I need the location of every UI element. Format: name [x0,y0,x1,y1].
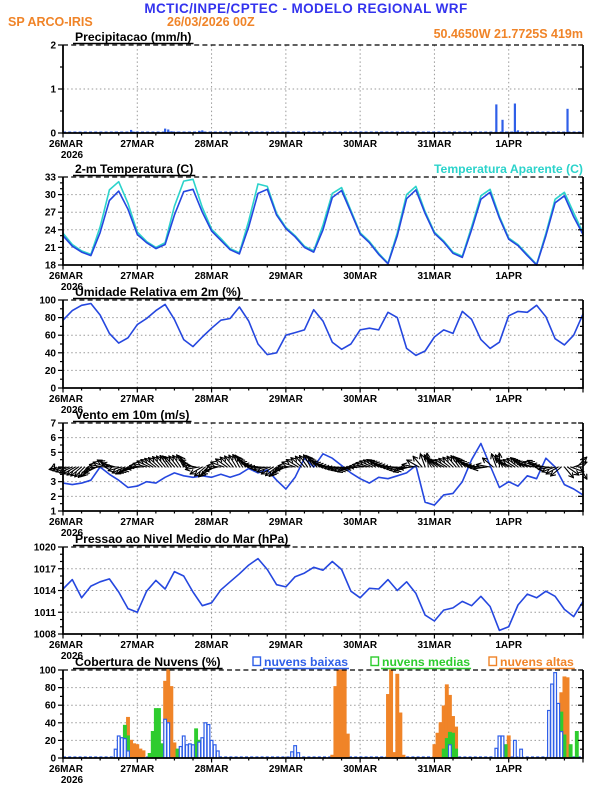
x-tick-label: 30MAR [343,640,378,651]
cloud-bar [449,745,452,758]
x-tick-label: 29MAR [268,271,303,282]
x-tick-label: 27MAR [120,764,155,775]
y-ticks [58,177,583,265]
cloud-bar [569,745,572,758]
series-line-2-m-temperatura-c- [63,189,583,265]
cloud-bar [189,744,192,758]
panel-temperature-2m [45,162,583,293]
x-tick-label: 29MAR [268,139,303,150]
y-tick-label: 1008 [33,629,56,641]
cloud-bar [198,742,201,758]
grid-mean-sea-level-pressure [63,547,583,634]
x-tick-label: 29MAR [268,640,303,651]
series-line-temperatura-aparente-c- [63,179,583,264]
y-tick-label: 33 [44,172,56,184]
legend-swatch-nuvens-medias [371,657,379,666]
x-tick-label: 28MAR [194,640,229,651]
panel-cloud-cover [39,655,583,786]
panel-title: Pressao ao Nivel Medio do Mar (hPa) [75,532,289,546]
x-tick-label: 29MAR [268,764,303,775]
cloud-bar [498,736,501,758]
precipitation-bar [501,120,503,133]
cloud-bar [120,738,123,758]
y-tick-label: 30 [44,190,56,202]
y-tick-label: 1020 [33,542,56,554]
y-tick-label: 1017 [33,564,56,576]
cloud-bar [142,751,145,758]
cloud-bar [167,723,170,758]
location-coordinates-label: 50.4650W 21.7725S 419m [433,27,583,41]
x-tick-label: 1APR [495,394,523,405]
cloud-bar [560,732,563,758]
cloud-bar [201,738,204,758]
y-tick-label: 60 [44,700,56,712]
x-tick-label: 27MAR [120,517,155,528]
y-tick-label: 5 [50,447,56,459]
cloud-bar [179,747,182,758]
cloud-bar [127,751,130,758]
cloud-bar [566,678,569,758]
cloud-bar [334,687,337,758]
y-tick-label: 1 [50,84,56,96]
y-tick-label: 60 [44,330,56,342]
y-tick-label: 2 [50,491,56,503]
cloud-bar [445,739,448,758]
legend-swatch-nuvens-altas [489,657,497,666]
y-tick-label: 0 [50,753,56,765]
panel-title: Umidade Relativa em 2m (%) [75,285,241,299]
cloud-bar [117,736,120,758]
panel-title: 2-m Temperatura (C) [75,162,194,176]
y-tick-label: 80 [44,683,56,695]
cloud-bar [216,751,219,758]
x-axis-year-label: 2026 [60,405,84,416]
cloud-bar [151,732,154,758]
x-axis-year-label: 2026 [60,528,84,539]
legend-label: nuvens medias [382,655,471,669]
cloud-bar [520,749,523,758]
cloud-bar [207,725,210,758]
cloud-bar [575,732,578,758]
wind-direction-arrows [49,453,587,479]
cloud-bar [436,733,439,758]
cloud-bar [337,670,340,758]
y-tick-label: 20 [44,365,56,377]
cloud-bar [158,709,161,758]
cloud-bar [213,745,216,758]
x-tick-label: 30MAR [343,764,378,775]
x-tick-label: 26MAR [49,640,83,651]
x-tick-label: 31MAR [417,271,452,282]
precipitation-bar [514,104,516,133]
x-tick-label: 26MAR [49,139,83,150]
y-tick-label: 1 [50,506,56,518]
cloud-bar [442,749,445,758]
model-title: MCTIC/INPE/CPTEC - MODELO REGIONAL WRF [144,1,468,16]
x-tick-label: 28MAR [194,139,229,150]
y-ticks [58,547,583,634]
series-line-pressao-ao-nivel-medio-do-mar-hpa- [63,559,583,631]
x-tick-label: 31MAR [417,764,452,775]
y-tick-label: 100 [39,295,56,307]
x-tick-label: 28MAR [194,271,229,282]
cloud-bar [182,736,185,758]
y-tick-label: 1014 [33,586,56,597]
cloud-bar [176,749,179,758]
x-axis-year-label: 2026 [60,775,84,786]
legend-label: nuvens baixas [264,655,348,669]
panel-wind-10m [49,408,587,539]
cloud-bar [507,736,510,758]
cloud-bar [455,749,458,758]
cloud-bar [210,740,213,758]
cloud-bar [557,703,560,758]
precipitation-bars [111,104,568,134]
cloud-bar [343,670,346,758]
y-tick-label: 27 [44,207,56,219]
x-tick-label: 27MAR [120,139,155,150]
cloud-bar [340,670,343,758]
x-tick-label: 28MAR [194,517,229,528]
y-tick-label: 0 [50,128,56,140]
grid-precipitation [63,45,583,133]
x-tick-label: 28MAR [194,394,229,405]
cloud-bar [390,670,393,758]
cloud-bar [164,719,167,758]
x-tick-label: 30MAR [343,271,378,282]
x-tick-label: 1APR [495,640,523,651]
cloud-bar [136,745,139,758]
series-line-umidade-relativa-em-2m- [63,304,583,356]
x-tick-label: 1APR [495,764,523,775]
x-axis-year-label: 2026 [60,282,84,293]
grid-temperature-2m [63,177,583,265]
panel-relative-humidity-2m [39,285,583,416]
x-tick-label: 29MAR [268,394,303,405]
cloud-bar [114,749,117,758]
x-tick-label: 30MAR [343,517,378,528]
x-axis-year-label: 2026 [60,150,84,161]
precipitation-bar [566,109,568,133]
panel-frame [63,177,583,265]
y-tick-label: 40 [44,348,56,360]
cloud-bar [185,745,188,758]
x-tick-label: 27MAR [120,394,155,405]
y-ticks [58,300,583,388]
y-tick-label: 0 [50,383,56,395]
x-tick-label: 31MAR [417,394,452,405]
cloud-bar [195,729,198,758]
panel-title: Precipitacao (mm/h) [75,30,192,44]
cloud-bar [396,674,399,758]
x-tick-label: 26MAR [49,271,83,282]
cloud-bar [399,713,402,758]
y-tick-label: 21 [44,242,56,254]
y-tick-label: 4 [50,462,56,474]
x-tick-label: 30MAR [343,394,378,405]
cloud-bar [161,744,164,758]
cloud-bar [554,673,557,758]
x-tick-label: 31MAR [417,139,452,150]
precipitation-bar [495,104,497,133]
x-tick-label: 27MAR [120,271,155,282]
x-axis-year-label: 2026 [60,651,84,662]
x-tick-label: 30MAR [343,139,378,150]
cloud-bar [192,745,195,758]
cloud-bar [124,739,127,758]
y-tick-label: 1011 [34,607,56,619]
panel-frame [63,300,583,388]
cloud-bar [291,752,294,758]
station-name: SP ARCO-IRIS [8,15,93,29]
y-tick-label: 18 [44,260,56,272]
y-tick-label: 6 [50,433,56,445]
y-tick-label: 40 [44,718,56,730]
x-tick-label: 29MAR [268,517,303,528]
x-tick-label: 26MAR [49,764,83,775]
x-tick-label: 1APR [495,271,523,282]
cloud-bar [133,744,136,758]
y-tick-label: 7 [50,418,56,430]
x-tick-label: 27MAR [120,640,155,651]
y-ticks [58,45,583,133]
cloud-bar [551,684,554,758]
cloud-bar [548,710,551,758]
y-tick-label: 100 [39,665,56,677]
x-tick-label: 26MAR [49,517,83,528]
cloud-bar [170,687,173,758]
panel-precipitation [49,30,583,161]
panel-title: Vento em 10m (m/s) [75,408,190,422]
run-datetime-label: 26/03/2026 00Z [167,15,255,29]
legend-swatch-nuvens-baixas [253,657,261,666]
cloud-bar [495,748,498,758]
cloud-bar [387,695,390,758]
x-tick-label: 28MAR [194,764,229,775]
cloud-bar [501,736,504,758]
apparent-temperature-legend: Temperatura Aparente (C) [434,162,583,176]
cloud-bar [504,745,507,758]
cloud-bar [346,734,349,758]
panel-title: Cobertura de Nuvens (%) [75,655,221,669]
cloud-bar [204,723,207,758]
cloud-bar [155,709,158,758]
cloud-bar [433,745,436,758]
grid-relative-humidity-2m [63,300,583,388]
cloud-bar [173,743,176,758]
cloud-bar [563,735,566,758]
x-tick-label: 26MAR [49,394,83,405]
y-tick-label: 80 [44,313,56,325]
panel-mean-sea-level-pressure [34,532,583,662]
cloud-bar [452,733,455,758]
x-tick-label: 1APR [495,139,523,150]
cloud-bar [514,740,517,758]
y-tick-label: 2 [50,40,56,52]
x-tick-label: 31MAR [417,517,452,528]
x-tick-label: 31MAR [417,640,452,651]
cloud-bar [439,723,442,758]
cloud-bar [294,746,297,758]
legend-label: nuvens altas [500,655,574,669]
y-tick-label: 20 [44,735,56,747]
cloud-bar [139,749,142,758]
y-tick-label: 3 [50,477,56,489]
y-tick-label: 24 [44,225,56,237]
cloud-bar [130,740,133,758]
x-tick-label: 1APR [495,517,523,528]
